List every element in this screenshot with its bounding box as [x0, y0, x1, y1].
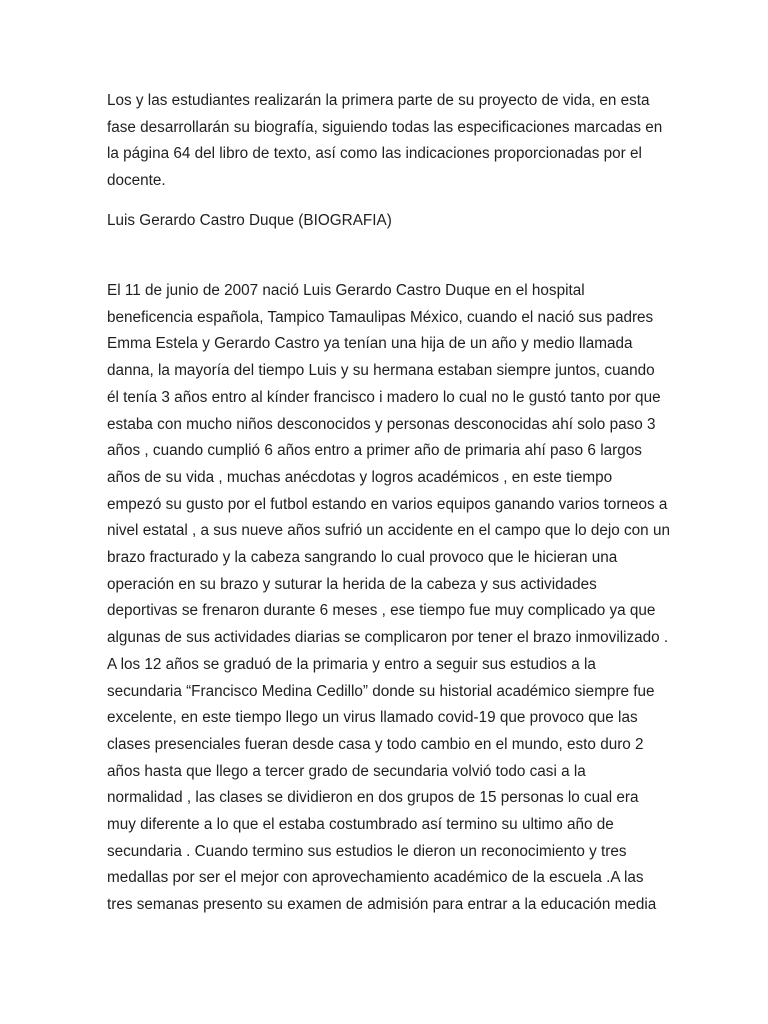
- title-text: Luis Gerardo Castro Duque (BIOGRAFIA): [107, 212, 392, 229]
- intro-line: la página 64 del libro de texto, así como las indicaciones proporcionadas por el: [107, 145, 642, 163]
- intro-line: Los y las estudiantes realizarán la primera parte de su proyecto de vida, en esta: [107, 92, 650, 109]
- body-line: beneficencia española, Tampico Tamaulipas México, cuando el nació sus padres: [107, 308, 654, 326]
- body-line: operación en su brazo y suturar la herida de la cabeza y sus actividades: [107, 575, 597, 593]
- body-line: empezó su gusto por el futbol estando en varios equipos ganando varios torneos a: [107, 495, 668, 513]
- body-line: medallas por ser el mejor con aprovechamiento académico de la escuela .A las: [107, 869, 644, 887]
- body-line: A los 12 años se graduó de la primaria y entro a seguir sus estudios a la: [107, 655, 596, 673]
- body-line: muy diferente a lo que el estaba costumbrado así termino su ultimo año de: [107, 816, 614, 834]
- body-line: años de su vida , muchas anécdotas y logros académicos , en este tiempo: [107, 468, 613, 486]
- intro-paragraph: [107, 88, 677, 195]
- body-line: normalidad , las clases se dividieron en dos grupos de 15 personas lo cual era: [107, 789, 639, 807]
- body-line: brazo fracturado y la cabeza sangrando lo cual provoco que le hicieran una: [107, 549, 618, 567]
- body-line: danna, la mayoría del tiempo Luis y su hermana estaban siempre juntos, cuando: [107, 362, 655, 380]
- body-line: años hasta que llego a tercer grado de secundaria volvió todo casi a la: [107, 762, 586, 780]
- intro-line: fase desarrollarán su biografía, siguiendo todas las especificaciones marcadas en: [107, 118, 663, 136]
- body-line: El 11 de junio de 2007 nació Luis Gerardo Castro Duque en el hospital: [107, 282, 585, 299]
- body-line: nivel estatal , a sus nueve años sufrió un accidente en el campo que lo dejo con un: [107, 522, 670, 540]
- body-line: deportivas se frenaron durante 6 meses , ese tiempo fue muy complicado ya que: [107, 602, 656, 620]
- body-line: tres semanas presento su examen de admisión para entrar a la educación media: [107, 896, 657, 914]
- body-line: excelente, en este tiempo llego un virus llamado covid-19 que provoco que las: [107, 709, 638, 727]
- body-line: él tenía 3 años entro al kínder francisco i madero lo cual no le gustó tanto por que: [107, 388, 661, 406]
- body-line: clases presenciales fueran desde casa y todo cambio en el mundo, esto duro 2: [107, 735, 644, 753]
- body-line: años , cuando cumplió 6 años entro a primer año de primaria ahí paso 6 largos: [107, 442, 642, 460]
- biography-paragraph: [107, 278, 677, 919]
- body-line: secundaria . Cuando termino sus estudios le dieron un reconocimiento y tres: [107, 842, 627, 860]
- body-line: algunas de sus actividades diarias se complicaron por tener el brazo inmovilizado .: [107, 629, 669, 647]
- body-line: estaba con mucho niños desconocidos y personas desconocidas ahí solo paso 3: [107, 415, 656, 433]
- biography-title: [107, 208, 677, 235]
- body-line: Emma Estela y Gerardo Castro ya tenían una hija de un año y medio llamada: [107, 335, 633, 353]
- body-line: secundaria “Francisco Medina Cedillo” donde su historial académico siempre fue: [107, 682, 655, 700]
- intro-line: docente.: [107, 172, 166, 190]
